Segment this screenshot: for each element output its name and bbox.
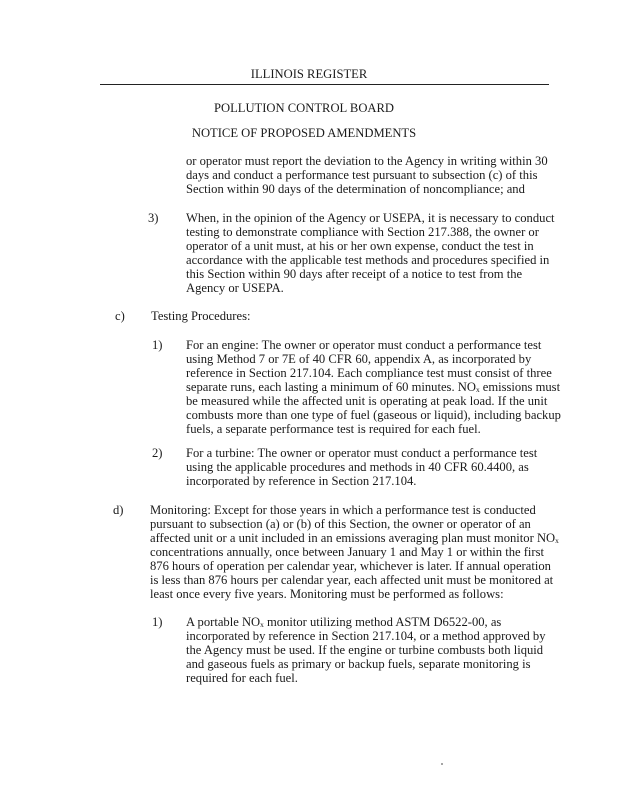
text-line: When, in the opinion of the Agency or USEPA, it is necessary to conduct — [186, 211, 555, 225]
continuation-paragraph — [186, 154, 548, 196]
text-line: using Method 7 or 7E of 40 CFR 60, appendix A, as incorporated by — [186, 352, 532, 366]
text-line: be measured while the affected unit is operating at peak load. If the unit — [186, 394, 548, 408]
turbine-testing-paragraph — [186, 446, 537, 488]
text-line: fuels, a separate performance test is required for each fuel. — [186, 422, 481, 436]
item-3-paragraph — [186, 211, 555, 295]
text-line: A portable NOₓ monitor utilizing method ASTM D6522-00, as — [186, 615, 502, 629]
text-line: required for each fuel. — [186, 671, 298, 685]
text-line: 876 hours of operation per calendar year, whichever is later. If annual operation — [150, 559, 551, 573]
text-line: separate runs, each lasting a minimum of 60 minutes. NOₓ emissions must — [186, 380, 561, 394]
text-line: combusts more than one type of fuel (gaseous or liquid), including backup — [186, 408, 561, 422]
item-label: 3) — [148, 211, 159, 225]
board-title: POLLUTION CONTROL BOARD — [213, 101, 395, 115]
monitoring-paragraph — [150, 503, 559, 601]
text-line: the Agency must be used. If the engine or turbine combusts both liquid — [186, 643, 544, 657]
text-line: Agency or USEPA. — [186, 281, 284, 295]
register-title: ILLINOIS REGISTER — [250, 67, 368, 81]
text-line: affected unit or a unit included in an emissions averaging plan must monitor NOₓ — [150, 531, 559, 545]
text-line: concentrations annually, once between January 1 and May 1 or within the first — [150, 545, 545, 559]
text-line: incorporated by reference in Section 217.104. — [186, 474, 417, 488]
text-line: and gaseous fuels as primary or backup fuels, separate monitoring is — [186, 657, 531, 671]
header-rule — [100, 84, 549, 85]
text-line: accordance with the applicable test methods and procedures specified in — [186, 253, 550, 267]
section-d-label: d) — [113, 503, 124, 517]
text-line: or operator must report the deviation to the Agency in writing within 30 — [186, 154, 548, 168]
item-label: 2) — [152, 446, 163, 460]
portable-monitor-paragraph — [186, 615, 546, 685]
text-line: using the applicable procedures and methods in 40 CFR 60.4400, as — [186, 460, 529, 474]
text-line: is less than 876 hours per calendar year, each affected unit must be monitored at — [150, 573, 554, 587]
text-line: pursuant to subsection (a) or (b) of this Section, the owner or operator of an — [150, 517, 531, 531]
section-c-label: c) — [115, 309, 125, 323]
text-line: For a turbine: The owner or operator must conduct a performance test — [186, 446, 538, 460]
text-line: incorporated by reference in Section 217.104, or a method approved by — [186, 629, 546, 643]
text-line: testing to demonstrate compliance with Section 217.388, the owner or — [186, 225, 539, 239]
text-line: For an engine: The owner or operator must conduct a performance test — [186, 338, 542, 352]
text-line: Section within 90 days of the determination of noncompliance; and — [186, 182, 525, 196]
item-label: 1) — [152, 338, 163, 352]
notice-title: NOTICE OF PROPOSED AMENDMENTS — [191, 126, 417, 140]
scan-speck — [441, 763, 443, 765]
text-line: operator of a unit must, at his or her own expense, conduct the test in — [186, 239, 534, 253]
text-line: this Section within 90 days after receipt of a notice to test from the — [186, 267, 523, 281]
text-line: Monitoring: Except for those years in which a performance test is conducted — [150, 503, 536, 517]
text-line: days and conduct a performance test pursuant to subsection (c) of this — [186, 168, 538, 182]
item-label: 1) — [152, 615, 163, 629]
text-line: least once every five years. Monitoring must be performed as follows: — [150, 587, 504, 601]
section-c-title: Testing Procedures: — [151, 309, 251, 323]
text-line: reference in Section 217.104. Each compliance test must consist of three — [186, 366, 552, 380]
engine-testing-paragraph — [186, 338, 561, 436]
